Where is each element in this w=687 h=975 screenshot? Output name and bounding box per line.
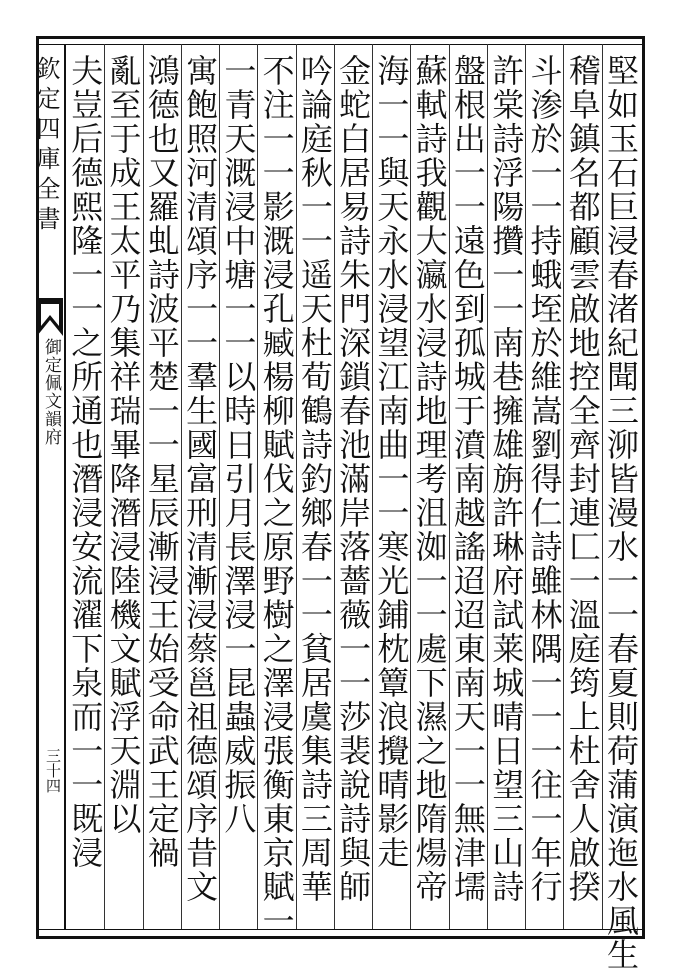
text-column-9: 吟論庭秋一一遥天杜荀鶴詩釣鄉春一一貧居虞集詩三周華 (295, 54, 334, 904)
text-column-1: 堅如玉石巨浸春渚紀聞三泖皆漫水一一春夏則荷蒲演迤水風生 (601, 54, 640, 972)
text-column-7: 海一一與天永水浸望江南曲一一寒光鋪枕簟浪攪晴影走 (372, 54, 411, 870)
page-number: 三十四 (44, 748, 62, 793)
text-column-15: 夫豈后德熙隆一一之所通也潛浸安流濯下泉而一一既浸 (66, 54, 105, 870)
text-column-3: 斗渗於一一持蛾垤於維嵩劉得仁詩雖林隅一一一往一年行 (525, 54, 564, 904)
fish-tail-mark-icon (36, 298, 64, 336)
text-column-8: 金蛇白居易詩朱門深鎖春池滿岸落薔薇一一莎裴說詩與師 (334, 54, 373, 904)
column-rule (104, 44, 105, 929)
text-column-10: 不注一一影溉浸孔臧楊柳賦伐之原野樹之澤浸張衡東京賦一 (257, 54, 296, 938)
border-inner-bottom (36, 929, 645, 930)
text-column-12: 寓飽照河清頌序一一羣生國富刑清漸浸蔡邕祖德頌序昔文 (181, 54, 220, 904)
book-title: 欽定四庫全書 (32, 56, 60, 236)
text-column-11: 一青天溉浸中塘一一以時日引月長澤浸一昆蟲威振八 (219, 54, 258, 836)
text-column-14: 亂至于成王太平乃集祥瑞畢降潛浸陸機文賦浮天淵以 (104, 54, 143, 836)
volume-title: 御定佩文韻府 (41, 338, 61, 446)
text-column-6: 蘇軾詩我觀大瀛水浸詩地理考沮洳一一處下濕之地隋煬帝 (410, 54, 449, 904)
text-column-5: 盤根出一一遠色到孤城于濆南越謠迢迢東南天一一無津壖 (448, 54, 487, 904)
border-inner-top (36, 44, 645, 45)
text-column-2: 稽阜鎮名都顧雲啟地控全齊封連匚一溫庭筠上杜舍人啟揆 (563, 54, 602, 904)
text-column-13: 鴻德也又羅虬詩波平楚一一星辰漸浸王始受命武王定禍 (142, 54, 181, 870)
text-column-4: 許棠詩浮陽攢一一南巷擁雄旃許琳府試莱城晴日望三山詩 (487, 54, 526, 904)
